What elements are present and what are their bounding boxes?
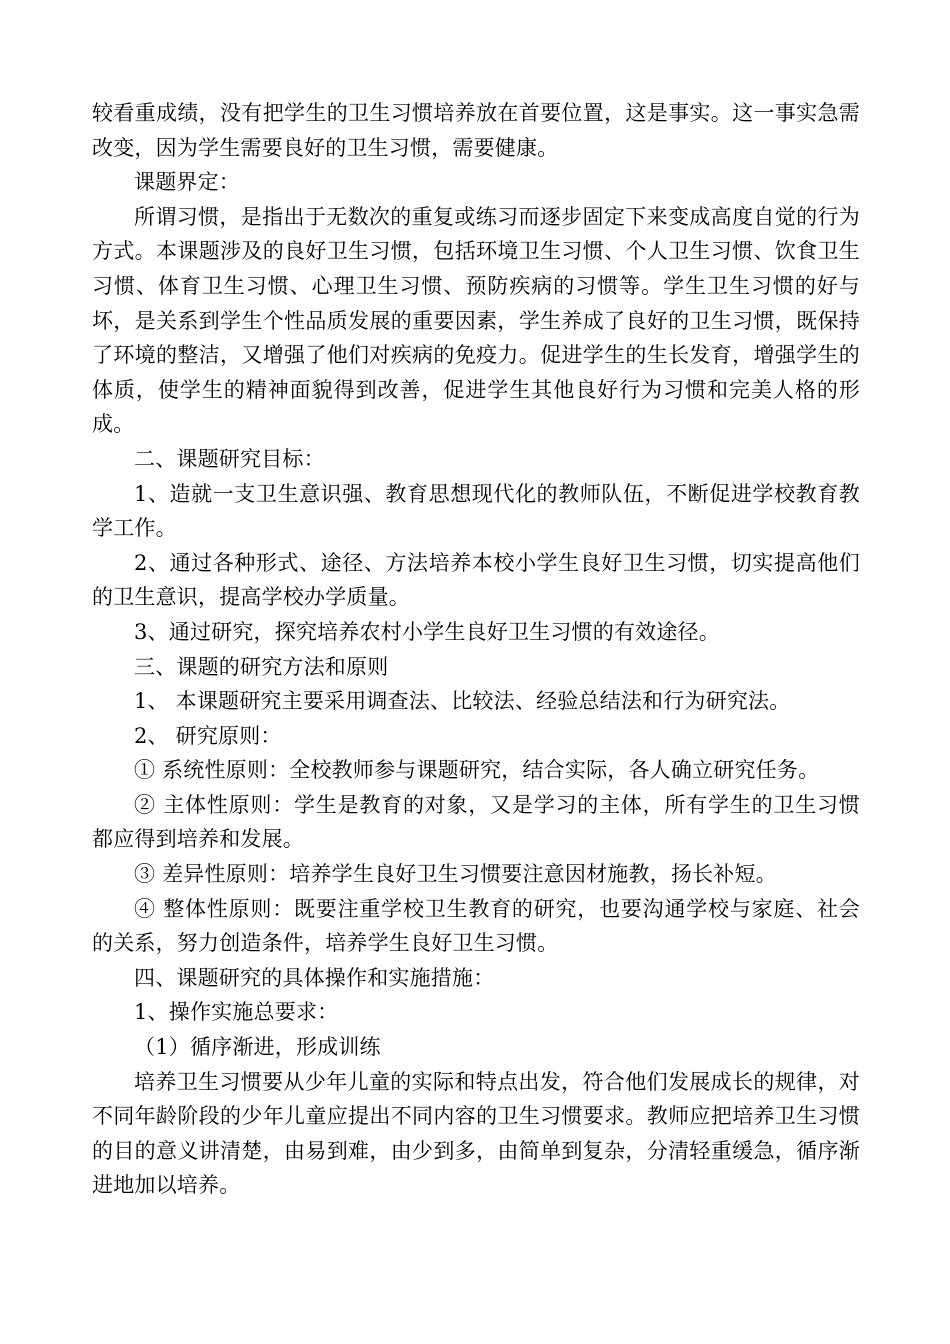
paragraph-habit-definition: 所谓习惯，是指出于无数次的重复或练习而逐步固定下来变成高度自觉的行为方式。本课题涉及的良好卫生习惯，包括环境卫生习惯、个人卫生习惯、饮食卫生习惯、体育卫生习惯、心理卫生习惯、预防疾病的习惯等。学生卫生习惯的好与坏，是关系到学生个性品质发展的重要因素，学生养成了良好的卫生习惯，既保持了环境的整洁，又增强了他们对疾病的免疫力。促进学生的生长发育，增强学生的体质，使学生的精神面貌得到改善，促进学生其他良好行为习惯和完美人格的形成。 <box>92 204 860 437</box>
paragraph-principle-systematic: ① 系统性原则：全校教师参与课题研究，结合实际，各人确立研究任务。 <box>134 758 820 783</box>
section-heading-methods-principles: 三、课题的研究方法和原则 <box>134 654 389 679</box>
paragraph-intro-continuation: 较看重成绩，没有把学生的卫生习惯培养放在首要位置，这是事实。这一事实急需改变，因为学生需要良好的卫生习惯，需要健康。 <box>92 101 860 160</box>
paragraph-goal-1: 1、造就一支卫生意识强、教育思想现代化的教师队伍，不断促进学校教育教学工作。 <box>92 481 860 541</box>
paragraph-goal-3: 3、通过研究，探究培养农村小学生良好卫生习惯的有效途径。 <box>134 619 720 644</box>
section-heading-operations: 四、课题研究的具体操作和实施措施： <box>134 965 495 990</box>
paragraph-subheading-gradual: （1）循序渐进，形成训练 <box>134 1035 381 1060</box>
paragraph-principle-difference: ③ 差异性原则：培养学生良好卫生习惯要注意因材施教，扬长补短。 <box>134 862 777 887</box>
paragraph-principle-holistic: ④ 整体性原则：既要注重学校卫生教育的研究，也要沟通学校与家庭、社会的关系，努力创造条件，培养学生良好卫生习惯。 <box>92 896 860 956</box>
section-heading-research-goals: 二、课题研究目标： <box>134 446 325 471</box>
paragraph-topic-definition-heading: 课题界定： <box>134 170 240 195</box>
document-page <box>92 96 860 1203</box>
paragraph-principle-subject: ② 主体性原则：学生是教育的对象，又是学习的主体，所有学生的卫生习惯都应得到培养和发展。 <box>92 792 860 852</box>
paragraph-method-2: 2、 研究原则： <box>134 723 282 748</box>
paragraph-gradual-training: 培养卫生习惯要从少年儿童的实际和特点出发，符合他们发展成长的规律，对不同年龄阶段的少年儿童应提出不同内容的卫生习惯要求。教师应把培养卫生习惯的目的意义讲清楚，由易到难，由少到多，由简单到复杂，分清轻重缓急，循序渐进地加以培养。 <box>92 1069 860 1198</box>
paragraph-operation-requirements: 1、操作实施总要求： <box>134 1000 339 1025</box>
paragraph-goal-2: 2、通过各种形式、途径、方法培养本校小学生良好卫生习惯，切实提高他们的卫生意识，提高学校办学质量。 <box>92 550 860 610</box>
paragraph-method-1: 1、 本课题研究主要采用调查法、比较法、经验总结法和行为研究法。 <box>134 689 791 714</box>
